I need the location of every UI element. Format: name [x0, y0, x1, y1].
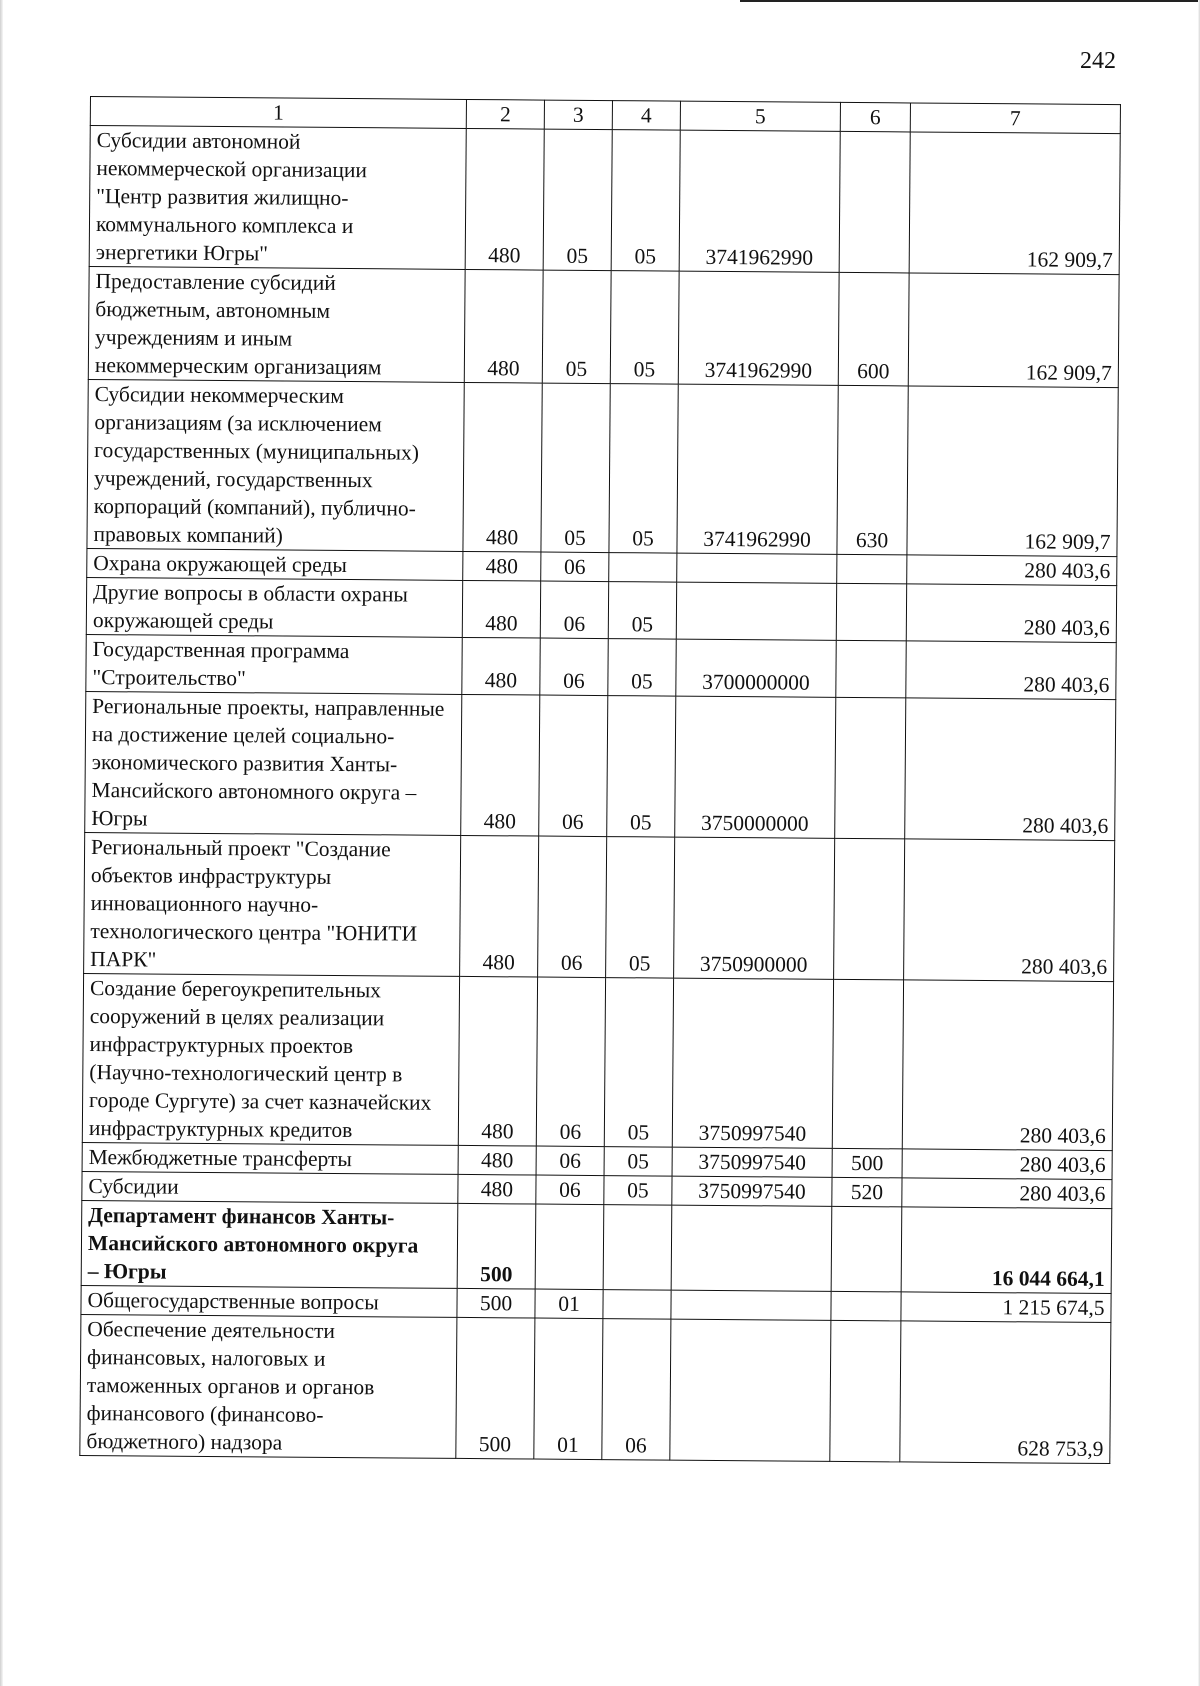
- row-cell-5: [677, 553, 837, 583]
- row-cell-7: 162 909,7: [909, 132, 1120, 275]
- header-cell-3: 3: [544, 100, 612, 130]
- row-cell-5: 3750000000: [675, 696, 836, 838]
- row-cell-2: 480: [464, 269, 543, 383]
- row-cell-7: 628 753,9: [900, 1321, 1111, 1464]
- row-name: Государственная программа "Строительство": [92, 637, 350, 691]
- table-row: [84, 832, 1115, 981]
- row-cell-2: 480: [460, 835, 539, 977]
- row-cell-3: 05: [542, 270, 611, 384]
- row-cell-4: 05: [609, 384, 678, 554]
- row-name: Предоставление субсидий бюджетным, автономным учреждениям и иным некоммерческим организациям: [94, 269, 382, 380]
- row-cell-2: 480: [458, 976, 537, 1146]
- row-cell-4: [603, 1205, 672, 1291]
- row-cell-2: 480: [463, 382, 542, 552]
- row-cell-2: 500: [457, 1203, 536, 1289]
- row-cell-4: 05: [606, 837, 675, 979]
- row-cell-7: 280 403,6: [905, 698, 1116, 841]
- row-cell-6: 520: [832, 1177, 902, 1207]
- row-cell-6: [831, 1206, 902, 1292]
- table-row: [82, 973, 1113, 1150]
- page-number: 242: [1080, 48, 1116, 74]
- header-cell-2: 2: [466, 99, 544, 129]
- row-cell-6: [831, 1291, 901, 1321]
- row-cell-2: 500: [456, 1317, 535, 1459]
- header-cell-4: 4: [612, 101, 680, 131]
- row-cell-5: [670, 1319, 831, 1461]
- row-cell-3: [535, 1204, 604, 1290]
- row-name: Общегосударственные вопросы: [87, 1288, 379, 1315]
- row-name: Обеспечение деятельности финансовых, налоговых и таможенных органов и органов финансового (финансово-бюджетного) надзора: [86, 1317, 375, 1455]
- row-cell-6: [832, 979, 903, 1149]
- header-cell-6: 6: [840, 102, 910, 132]
- row-cell-3: 06: [538, 836, 607, 978]
- row-cell-2: 500: [457, 1288, 535, 1318]
- row-cell-2: 480: [458, 1145, 536, 1175]
- row-cell-7: 162 909,7: [907, 386, 1118, 557]
- row-cell-4: 05: [610, 271, 679, 385]
- table-row: [86, 634, 1116, 699]
- row-cell-3: 06: [540, 638, 608, 696]
- row-cell-6: [836, 583, 906, 641]
- row-cell-6: 630: [837, 385, 908, 555]
- scan-edge-left: [0, 0, 3, 1686]
- row-cell-5: 3741962990: [677, 384, 838, 554]
- row-cell-6: 500: [832, 1148, 902, 1178]
- row-name: Охрана окружающей среды: [93, 551, 347, 578]
- row-cell-2: 480: [463, 551, 541, 581]
- row-cell-6: [834, 838, 905, 980]
- row-cell-4: 05: [608, 639, 676, 697]
- row-name: Департамент финансов Ханты-Мансийского автономного округа – Югры: [87, 1203, 419, 1284]
- budget-table: [79, 96, 1121, 1464]
- row-cell-7: 280 403,6: [906, 584, 1116, 643]
- row-cell-5: 3700000000: [676, 639, 836, 697]
- row-cell-5: 3741962990: [679, 130, 840, 272]
- row-cell-3: 01: [535, 1289, 603, 1319]
- table-row: [88, 266, 1119, 387]
- scan-edge-top: [740, 0, 1200, 2]
- table-row: [87, 379, 1118, 556]
- row-cell-5: 3750997540: [672, 1147, 832, 1177]
- row-cell-2: 480: [462, 580, 540, 638]
- row-name: Субсидии: [88, 1174, 179, 1199]
- row-cell-7: 1 215 674,5: [901, 1292, 1111, 1323]
- row-cell-7: 280 403,6: [907, 555, 1117, 586]
- row-cell-5: 3750997540: [672, 1176, 832, 1206]
- row-name: Субсидии некоммерческим организациям (за исключением государственных (муниципальных) учреждений, государственных корпораций (компаний), публично-правовых компаний): [93, 382, 420, 548]
- row-cell-5: 3750997540: [672, 978, 833, 1148]
- row-cell-7: 280 403,6: [906, 641, 1116, 700]
- row-cell-6: 600: [838, 272, 909, 386]
- row-name: Межбюджетные трансферты: [88, 1145, 352, 1172]
- row-cell-4: 05: [611, 130, 680, 272]
- row-cell-6: [836, 640, 906, 698]
- row-cell-4: [603, 1290, 671, 1320]
- row-cell-5: [676, 582, 836, 640]
- row-cell-2: 480: [465, 128, 544, 270]
- row-cell-3: 06: [541, 552, 609, 582]
- row-cell-6: [839, 131, 910, 273]
- row-cell-6: [835, 697, 906, 839]
- header-cell-5: 5: [680, 101, 840, 131]
- row-cell-6: [830, 1320, 901, 1462]
- row-cell-6: [837, 554, 907, 584]
- row-cell-2: 480: [458, 1174, 536, 1204]
- row-name: Другие вопросы в области охраны окружающей среды: [92, 580, 408, 634]
- row-cell-4: 05: [608, 582, 676, 640]
- row-name: Региональный проект "Создание объектов инфраструктуры инновационного научно-технологического центра "ЮНИТИ ПАРК": [90, 835, 418, 972]
- row-cell-5: [671, 1290, 831, 1320]
- row-cell-5: 3750900000: [674, 837, 835, 979]
- row-cell-7: 280 403,6: [902, 1178, 1112, 1209]
- row-cell-5: 3741962990: [678, 271, 839, 385]
- table-row: [86, 577, 1116, 642]
- table-row: [81, 1200, 1112, 1293]
- row-cell-3: 06: [539, 695, 608, 837]
- row-name: Региональные проекты, направленные на достижение целей социально-экономического развития Ханты-Мансийского автономного округа – Югры: [91, 694, 445, 831]
- row-cell-4: [609, 553, 677, 583]
- row-cell-3: 05: [543, 129, 612, 271]
- row-name: Создание берегоукрепительных сооружений в целях реализации инфраструктурных проектов (Научно-технологический центр в городе Сургуте) за счет казначейских инфраструктурных кредитов: [88, 976, 432, 1143]
- row-cell-5: [671, 1205, 832, 1291]
- row-cell-3: 05: [541, 383, 610, 553]
- table-row: [85, 691, 1116, 840]
- table-row: [89, 126, 1120, 275]
- row-cell-7: 162 909,7: [908, 273, 1119, 388]
- header-cell-7: 7: [910, 103, 1120, 134]
- row-cell-3: 01: [534, 1318, 603, 1460]
- row-cell-7: 280 403,6: [902, 980, 1113, 1151]
- row-cell-4: 05: [607, 696, 676, 838]
- row-cell-2: 480: [461, 694, 540, 836]
- row-cell-2: 480: [462, 637, 540, 695]
- row-cell-7: 16 044 664,1: [901, 1207, 1112, 1294]
- row-cell-4: 05: [604, 1176, 672, 1206]
- row-cell-3: 06: [536, 1146, 604, 1176]
- header-cell-1: 1: [90, 97, 466, 129]
- table-row: [80, 1314, 1111, 1463]
- row-cell-4: 05: [604, 978, 673, 1148]
- row-name: Субсидии автономной некоммерческой организации "Центр развития жилищно-коммунального комплекса и энергетики Югры": [95, 128, 368, 266]
- row-cell-3: 06: [540, 581, 608, 639]
- row-cell-7: 280 403,6: [904, 839, 1115, 982]
- row-cell-3: 06: [536, 977, 605, 1147]
- row-cell-7: 280 403,6: [902, 1149, 1112, 1180]
- row-cell-4: 05: [604, 1147, 672, 1177]
- row-cell-3: 06: [536, 1175, 604, 1205]
- row-cell-4: 06: [602, 1319, 671, 1461]
